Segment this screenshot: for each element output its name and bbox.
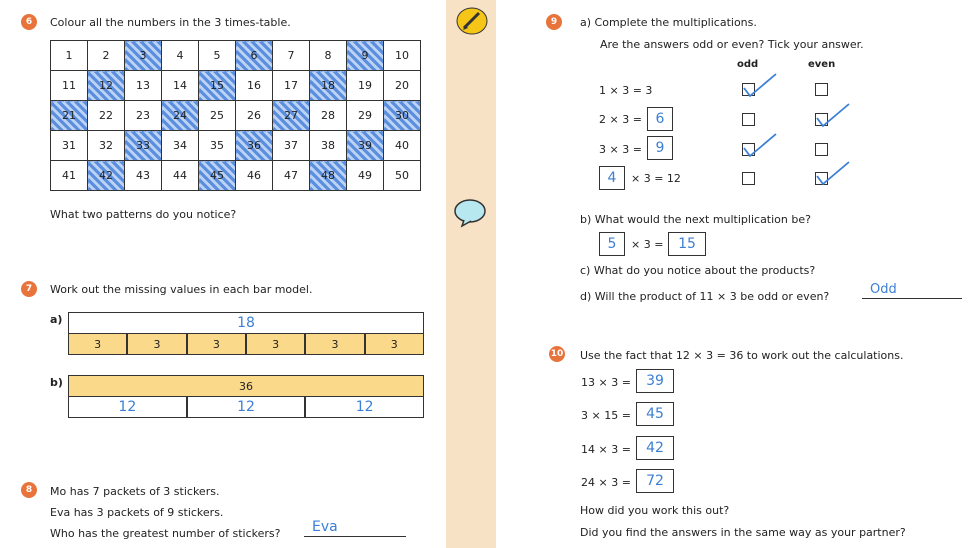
grid-cell[interactable]: 19 <box>347 71 384 101</box>
q9-row2-answer[interactable]: 6 <box>647 107 673 131</box>
grid-cell[interactable]: 2 <box>88 41 125 71</box>
grid-cell[interactable]: 43 <box>125 161 162 191</box>
bar-a-total-value: 18 <box>68 312 424 334</box>
q9-row4-text: × 3 = 12 <box>631 172 681 185</box>
question-10-badge: 10 <box>549 346 565 362</box>
grid-cell[interactable]: 14 <box>162 71 199 101</box>
grid-cell[interactable]: 26 <box>236 101 273 131</box>
grid-cell[interactable]: 34 <box>162 131 199 161</box>
checkmark-icon <box>740 70 780 100</box>
q8-line1: Mo has 7 packets of 3 stickers. <box>50 485 220 498</box>
bar-b-part[interactable]: 12 <box>68 396 187 418</box>
even-checkbox-1[interactable] <box>815 83 828 96</box>
grid-cell[interactable]: 48 <box>310 161 347 191</box>
grid-cell[interactable]: 10 <box>384 41 421 71</box>
q10-row-text: 24 × 3 = <box>581 476 631 489</box>
grid-cell[interactable]: 22 <box>88 101 125 131</box>
grid-cell[interactable]: 39 <box>347 131 384 161</box>
grid-cell[interactable]: 17 <box>273 71 310 101</box>
q9-row2-text: 2 × 3 = <box>599 113 642 126</box>
q9-row3-answer[interactable]: 9 <box>647 136 673 160</box>
grid-cell[interactable]: 30 <box>384 101 421 131</box>
q10-row-text: 14 × 3 = <box>581 443 631 456</box>
q9d-answer: Odd <box>870 282 897 297</box>
grid-cell[interactable]: 4 <box>162 41 199 71</box>
q8-answer-line[interactable] <box>304 520 406 537</box>
bar-a-total <box>68 312 424 334</box>
grid-row <box>51 131 421 161</box>
bar-a-part: 3 <box>187 333 246 355</box>
hundred-square-grid <box>50 40 421 191</box>
q9d-answer-line[interactable] <box>862 283 962 299</box>
bar-a-part: 3 <box>305 333 364 355</box>
q10-question2: Did you find the answers in the same way as your partner? <box>580 526 906 539</box>
bar-b-total-value: 36 <box>68 375 424 397</box>
odd-header: odd <box>737 59 759 70</box>
q6-question: What two patterns do you notice? <box>50 208 237 221</box>
checkmark-icon <box>740 130 780 160</box>
even-header: even <box>808 59 836 70</box>
grid-cell[interactable]: 38 <box>310 131 347 161</box>
q9b-answer-box[interactable]: 15 <box>668 232 706 256</box>
q8-line2: Eva has 3 packets of 9 stickers. <box>50 506 224 519</box>
q9-row3-text: 3 × 3 = <box>599 143 642 156</box>
grid-cell[interactable]: 36 <box>236 131 273 161</box>
grid-row <box>51 161 421 191</box>
q9b-first-box[interactable]: 5 <box>599 232 625 256</box>
checkmark-icon <box>813 158 853 188</box>
q7a-label: a) <box>50 313 63 326</box>
grid-cell[interactable]: 23 <box>125 101 162 131</box>
pencil-icon <box>455 6 489 36</box>
q10-row-text: 13 × 3 = <box>581 376 631 389</box>
grid-cell[interactable]: 45 <box>199 161 236 191</box>
q7b-label: b) <box>50 376 63 389</box>
grid-cell[interactable]: 49 <box>347 161 384 191</box>
q9c-prompt: c) What do you notice about the products? <box>580 264 816 277</box>
grid-cell[interactable]: 50 <box>384 161 421 191</box>
q6-prompt: Colour all the numbers in the 3 times-table. <box>50 16 291 29</box>
grid-cell[interactable]: 37 <box>273 131 310 161</box>
grid-cell[interactable]: 15 <box>199 71 236 101</box>
grid-row <box>51 71 421 101</box>
grid-cell[interactable]: 46 <box>236 161 273 191</box>
q9-row4-answer[interactable]: 4 <box>599 166 625 190</box>
bar-a-part: 3 <box>246 333 305 355</box>
grid-cell[interactable]: 18 <box>310 71 347 101</box>
grid-cell[interactable]: 25 <box>199 101 236 131</box>
grid-cell[interactable]: 11 <box>51 71 88 101</box>
q9b-prompt: b) What would the next multiplication be? <box>580 213 811 226</box>
grid-cell[interactable]: 47 <box>273 161 310 191</box>
grid-cell[interactable]: 8 <box>310 41 347 71</box>
q9-row1: 1 × 3 = 3 <box>599 84 653 97</box>
q9a-sub: Are the answers odd or even? Tick your answer. <box>600 38 864 51</box>
odd-checkbox-4[interactable] <box>742 172 755 185</box>
even-checkbox-3[interactable] <box>815 143 828 156</box>
checkmark-icon <box>813 100 853 130</box>
bar-a-part: 3 <box>68 333 127 355</box>
question-9-badge: 9 <box>546 14 562 30</box>
bar-a-part: 3 <box>365 333 424 355</box>
question-8-badge: 8 <box>21 482 37 498</box>
bar-b-parts <box>68 396 424 418</box>
q10-prompt: Use the fact that 12 × 3 = 36 to work out the calculations. <box>580 349 904 362</box>
grid-cell[interactable]: 12 <box>88 71 125 101</box>
grid-cell[interactable]: 16 <box>236 71 273 101</box>
q10-question1: How did you work this out? <box>580 504 730 517</box>
grid-cell[interactable]: 21 <box>51 101 88 131</box>
grid-cell[interactable]: 5 <box>199 41 236 71</box>
grid-cell[interactable]: 20 <box>384 71 421 101</box>
grid-cell[interactable]: 27 <box>273 101 310 131</box>
grid-cell[interactable]: 41 <box>51 161 88 191</box>
grid-cell[interactable]: 6 <box>236 41 273 71</box>
grid-cell[interactable]: 32 <box>88 131 125 161</box>
margin-strip <box>446 0 496 548</box>
q9d-prompt: d) Will the product of 11 × 3 be odd or even? <box>580 290 830 303</box>
grid-cell[interactable]: 40 <box>384 131 421 161</box>
grid-cell[interactable]: 33 <box>125 131 162 161</box>
grid-cell[interactable]: 7 <box>273 41 310 71</box>
bar-a-part: 3 <box>127 333 186 355</box>
q7-prompt: Work out the missing values in each bar model. <box>50 283 313 296</box>
q10-row-answer[interactable]: 42 <box>636 436 674 460</box>
bar-a-parts <box>68 333 424 355</box>
grid-cell[interactable]: 44 <box>162 161 199 191</box>
grid-cell[interactable]: 3 <box>125 41 162 71</box>
grid-cell[interactable]: 24 <box>162 101 199 131</box>
grid-cell[interactable]: 13 <box>125 71 162 101</box>
speech-bubble-icon <box>452 198 488 228</box>
bar-b-part[interactable]: 12 <box>187 396 306 418</box>
q10-row-answer[interactable]: 72 <box>636 469 674 493</box>
grid-cell[interactable]: 1 <box>51 41 88 71</box>
q9b-mid: × 3 = <box>631 238 664 251</box>
question-6-badge: 6 <box>21 14 37 30</box>
grid-row <box>51 101 421 131</box>
odd-checkbox-2[interactable] <box>742 113 755 126</box>
grid-cell[interactable]: 9 <box>347 41 384 71</box>
q8-answer: Eva <box>312 519 338 535</box>
question-7-badge: 7 <box>21 281 37 297</box>
bar-b-total <box>68 375 424 397</box>
q10-row-answer[interactable]: 45 <box>636 402 674 426</box>
q10-row-text: 3 × 15 = <box>581 409 631 422</box>
q10-row-answer[interactable]: 39 <box>636 369 674 393</box>
bar-b-part[interactable]: 12 <box>305 396 424 418</box>
grid-cell[interactable]: 35 <box>199 131 236 161</box>
grid-cell[interactable]: 42 <box>88 161 125 191</box>
grid-cell[interactable]: 31 <box>51 131 88 161</box>
q9a-prompt: a) Complete the multiplications. <box>580 16 757 29</box>
q8-line3: Who has the greatest number of stickers? <box>50 527 281 540</box>
grid-cell[interactable]: 28 <box>310 101 347 131</box>
grid-cell[interactable]: 29 <box>347 101 384 131</box>
grid-row <box>51 41 421 71</box>
